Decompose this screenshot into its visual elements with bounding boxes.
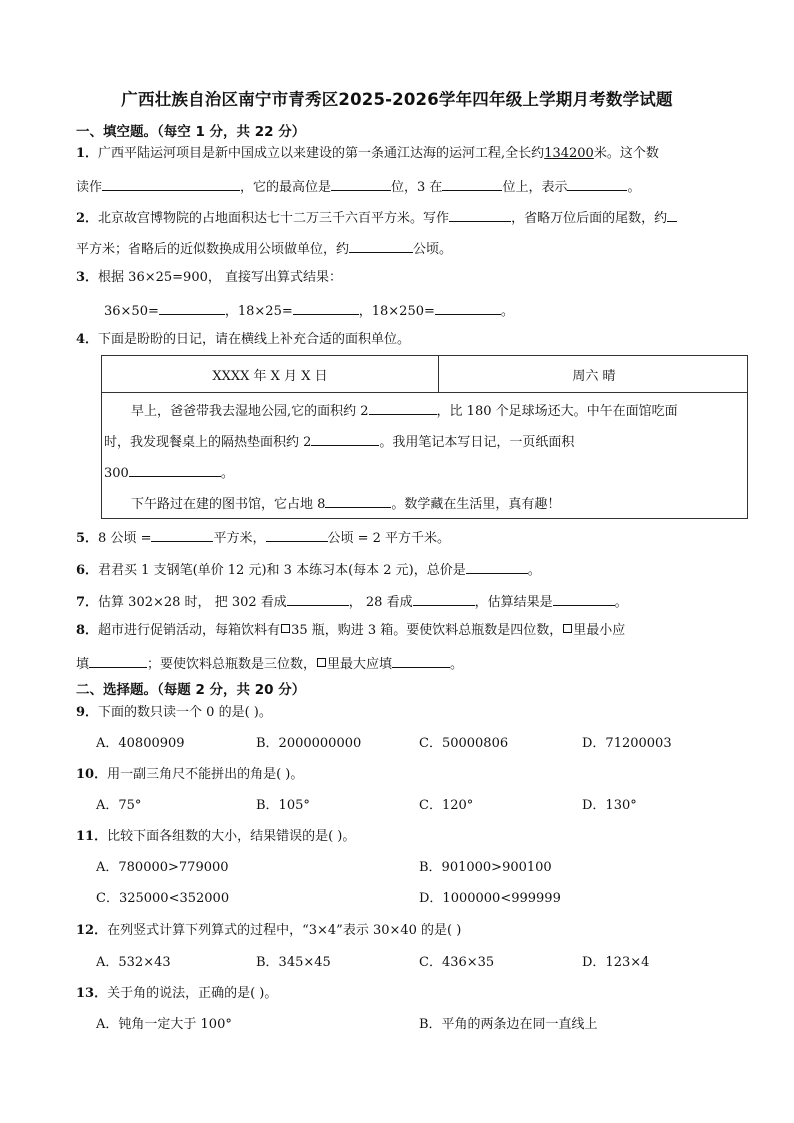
question-number: 12．: [76, 923, 108, 938]
question-text: 米。这个数: [593, 146, 659, 161]
question-12: [76, 921, 461, 941]
question-number: 9．: [76, 705, 99, 720]
question-text: 估算 302×28 时， 把 302 看成: [98, 595, 287, 610]
choice-option-d[interactable]: D．1000000<999999: [419, 891, 561, 906]
question-number: 2．: [76, 211, 99, 226]
question-text: 。: [450, 657, 464, 672]
choice-option-d[interactable]: D．123×4: [582, 955, 650, 970]
question-number: 10．: [76, 767, 108, 782]
question-11: [76, 827, 355, 847]
diary-text: 。: [220, 466, 234, 481]
question-2-line-1: [76, 206, 677, 229]
question-text: 。: [614, 595, 628, 610]
choice-option-d[interactable]: D．71200003: [582, 736, 672, 751]
page-title: 广西壮族自治区南宁市青秀区2025-2026学年四年级上学期月考数学试题: [121, 90, 673, 109]
choice-option-b[interactable]: B．平角的两条边在同一直线上: [419, 1017, 598, 1032]
section-choice-heading: 二、选择题。（每题 2 分，共 20 分）: [76, 682, 306, 698]
question-text: ，省略万位后面的尾数，约: [511, 211, 668, 226]
answer-blank[interactable]: [287, 590, 349, 606]
question-number: 7．: [76, 595, 99, 610]
answer-blank[interactable]: [392, 652, 450, 668]
question-text: ，估算结果是: [474, 595, 553, 610]
question-8-line-1: [76, 621, 625, 641]
answer-blank[interactable]: [466, 558, 528, 574]
question-text: 35 瓶，购进 3 箱。要使饮料总瓶数是四位数，: [291, 623, 563, 638]
answer-blank[interactable]: [369, 399, 437, 415]
diary-text: 时，我发现餐桌上的隔热垫面积约 2: [104, 435, 312, 450]
question-text: 里最小应: [573, 623, 626, 638]
answer-blank[interactable]: [567, 175, 627, 191]
question-number: 4．: [76, 332, 99, 347]
question-1-line-2: [76, 175, 640, 198]
diary-line-2: [104, 430, 574, 453]
choice-option-a[interactable]: A．780000>779000: [96, 860, 229, 875]
choice-option-a[interactable]: A．532×43: [96, 955, 171, 970]
question-text: 下面的数只读一个 0 的是( )。: [98, 705, 272, 720]
question-5: [76, 526, 450, 549]
box-placeholder-icon: [563, 624, 572, 633]
question-text: 公顷。: [413, 242, 453, 257]
question-text: 。: [627, 180, 641, 195]
question-3-line-2: [104, 299, 514, 322]
answer-blank[interactable]: [159, 299, 225, 315]
question-text: ， 28 看成: [348, 595, 413, 610]
choice-option-c[interactable]: C．120°: [419, 798, 474, 813]
answer-blank[interactable]: [129, 461, 221, 477]
box-placeholder-icon: [281, 624, 290, 633]
question-4-line-1: [76, 330, 410, 350]
answer-blank[interactable]: [667, 206, 677, 222]
diary-weather: 周六 晴: [572, 369, 616, 384]
question-2-line-2: [76, 237, 452, 260]
choice-option-b[interactable]: B．105°: [256, 798, 310, 813]
question-1-line-1: [76, 144, 659, 164]
question-text: 公顷 = 2 平方千米。: [327, 531, 451, 546]
diary-text: 。数学藏在生活里，真有趣！: [391, 497, 561, 512]
question-text: 读作: [76, 180, 103, 195]
diary-line-1: [131, 399, 678, 422]
answer-blank[interactable]: [311, 430, 379, 446]
answer-blank[interactable]: [266, 526, 328, 542]
section-fill-in-heading: 一、填空题。（每空 1 分，共 22 分）: [76, 124, 306, 140]
choice-option-d[interactable]: D．130°: [582, 798, 637, 813]
question-text: 平方米，: [213, 531, 266, 546]
diary-date: XXXX 年 X 月 X 日: [212, 369, 328, 384]
answer-blank[interactable]: [413, 590, 475, 606]
question-text: 里最大应填: [327, 657, 393, 672]
question-text: 根据 36×25=900， 直接写出算式结果：: [98, 270, 342, 285]
question-text: 8 公顷 =: [98, 531, 152, 546]
choice-option-b[interactable]: B．901000>900100: [419, 860, 552, 875]
expression: ，18×250=: [358, 304, 435, 319]
choice-option-a[interactable]: A．钝角一定大于 100°: [96, 1017, 232, 1032]
choice-option-b[interactable]: B．2000000000: [256, 736, 362, 751]
answer-blank[interactable]: [89, 652, 147, 668]
diary-text: 300: [104, 466, 129, 481]
question-13: [76, 984, 277, 1004]
question-text: 比较下面各组数的大小，结果错误的是( )。: [107, 829, 356, 844]
question-number: 8．: [76, 623, 99, 638]
question-text: ；要使饮料总瓶数是三位数，: [147, 657, 317, 672]
answer-blank[interactable]: [325, 492, 391, 508]
diary-text: ，比 180 个足球场还大。中午在面馆吃面: [436, 404, 678, 419]
diary-text: 早上，爸爸带我去湿地公园,它的面积约 2: [131, 404, 369, 419]
question-text: 关于角的说法，正确的是( )。: [107, 986, 278, 1001]
question-text: 平方米；省略后的近似数换成用公顷做单位，约: [76, 242, 350, 257]
question-3-line-1: [76, 268, 342, 288]
question-7: [76, 590, 628, 613]
diary-line-4: [131, 492, 560, 515]
answer-blank[interactable]: [151, 526, 213, 542]
question-text: 位，3 在: [391, 180, 443, 195]
question-8-line-2: [76, 652, 463, 675]
question-text: 。: [527, 563, 541, 578]
question-text: 下面是盼盼的日记，请在横线上补充合适的面积单位。: [98, 332, 411, 347]
question-text: 广西平陆运河项目是新中国成立以来建设的第一条通江达海的运河工程,全长约: [98, 146, 545, 161]
question-9: [76, 703, 272, 723]
diary-line-3: [104, 461, 234, 484]
question-number: 6．: [76, 563, 99, 578]
choice-option-c[interactable]: C．325000<352000: [96, 891, 230, 906]
answer-blank[interactable]: [102, 175, 240, 191]
question-number: 3．: [76, 270, 99, 285]
question-number: 11．: [76, 829, 108, 844]
answer-blank[interactable]: [293, 299, 359, 315]
answer-blank[interactable]: [449, 206, 511, 222]
question-number: 13．: [76, 986, 108, 1001]
expression: ，18×25=: [224, 304, 293, 319]
diary-header: [102, 356, 747, 393]
answer-blank[interactable]: [349, 237, 413, 253]
question-text: 北京故宫博物院的占地面积达七十二万三千六百平方米。写作: [98, 211, 450, 226]
choice-option-c[interactable]: C．436×35: [419, 955, 495, 970]
question-text: ，它的最高位是: [240, 180, 332, 195]
question-number: 5．: [76, 531, 99, 546]
answer-blank[interactable]: [553, 590, 615, 606]
question-text: 。: [500, 304, 514, 319]
question-text: 君君买 1 支钢笔(单价 12 元)和 3 本练习本(每本 2 元)，总价是: [98, 563, 466, 578]
choice-option-c[interactable]: C．50000806: [419, 736, 509, 751]
underlined-number: 134200: [544, 146, 594, 161]
question-text: 填: [76, 657, 90, 672]
diary-table: [101, 355, 748, 519]
question-10: [76, 765, 303, 785]
question-text: 用一副三角尺不能拼出的角是( )。: [107, 767, 304, 782]
question-text: 位上，表示: [502, 180, 568, 195]
answer-blank[interactable]: [331, 175, 391, 191]
choice-option-a[interactable]: A．40800909: [96, 736, 185, 751]
expression: 36×50=: [104, 304, 159, 319]
question-6: [76, 558, 541, 581]
choice-option-b[interactable]: B．345×45: [256, 955, 331, 970]
question-number: 1．: [76, 146, 99, 161]
answer-blank[interactable]: [442, 175, 502, 191]
answer-blank[interactable]: [435, 299, 501, 315]
question-text: 在列竖式计算下列算式的过程中，“3×4”表示 30×40 的是( ): [107, 923, 462, 938]
diary-text: 。我用笔记本写日记，一页纸面积: [379, 435, 575, 450]
choice-option-a[interactable]: A．75°: [96, 798, 142, 813]
box-placeholder-icon: [317, 658, 326, 667]
question-text: 超市进行促销活动，每箱饮料有: [98, 623, 281, 638]
diary-text: 下午路过在建的图书馆，它占地 8: [131, 497, 326, 512]
